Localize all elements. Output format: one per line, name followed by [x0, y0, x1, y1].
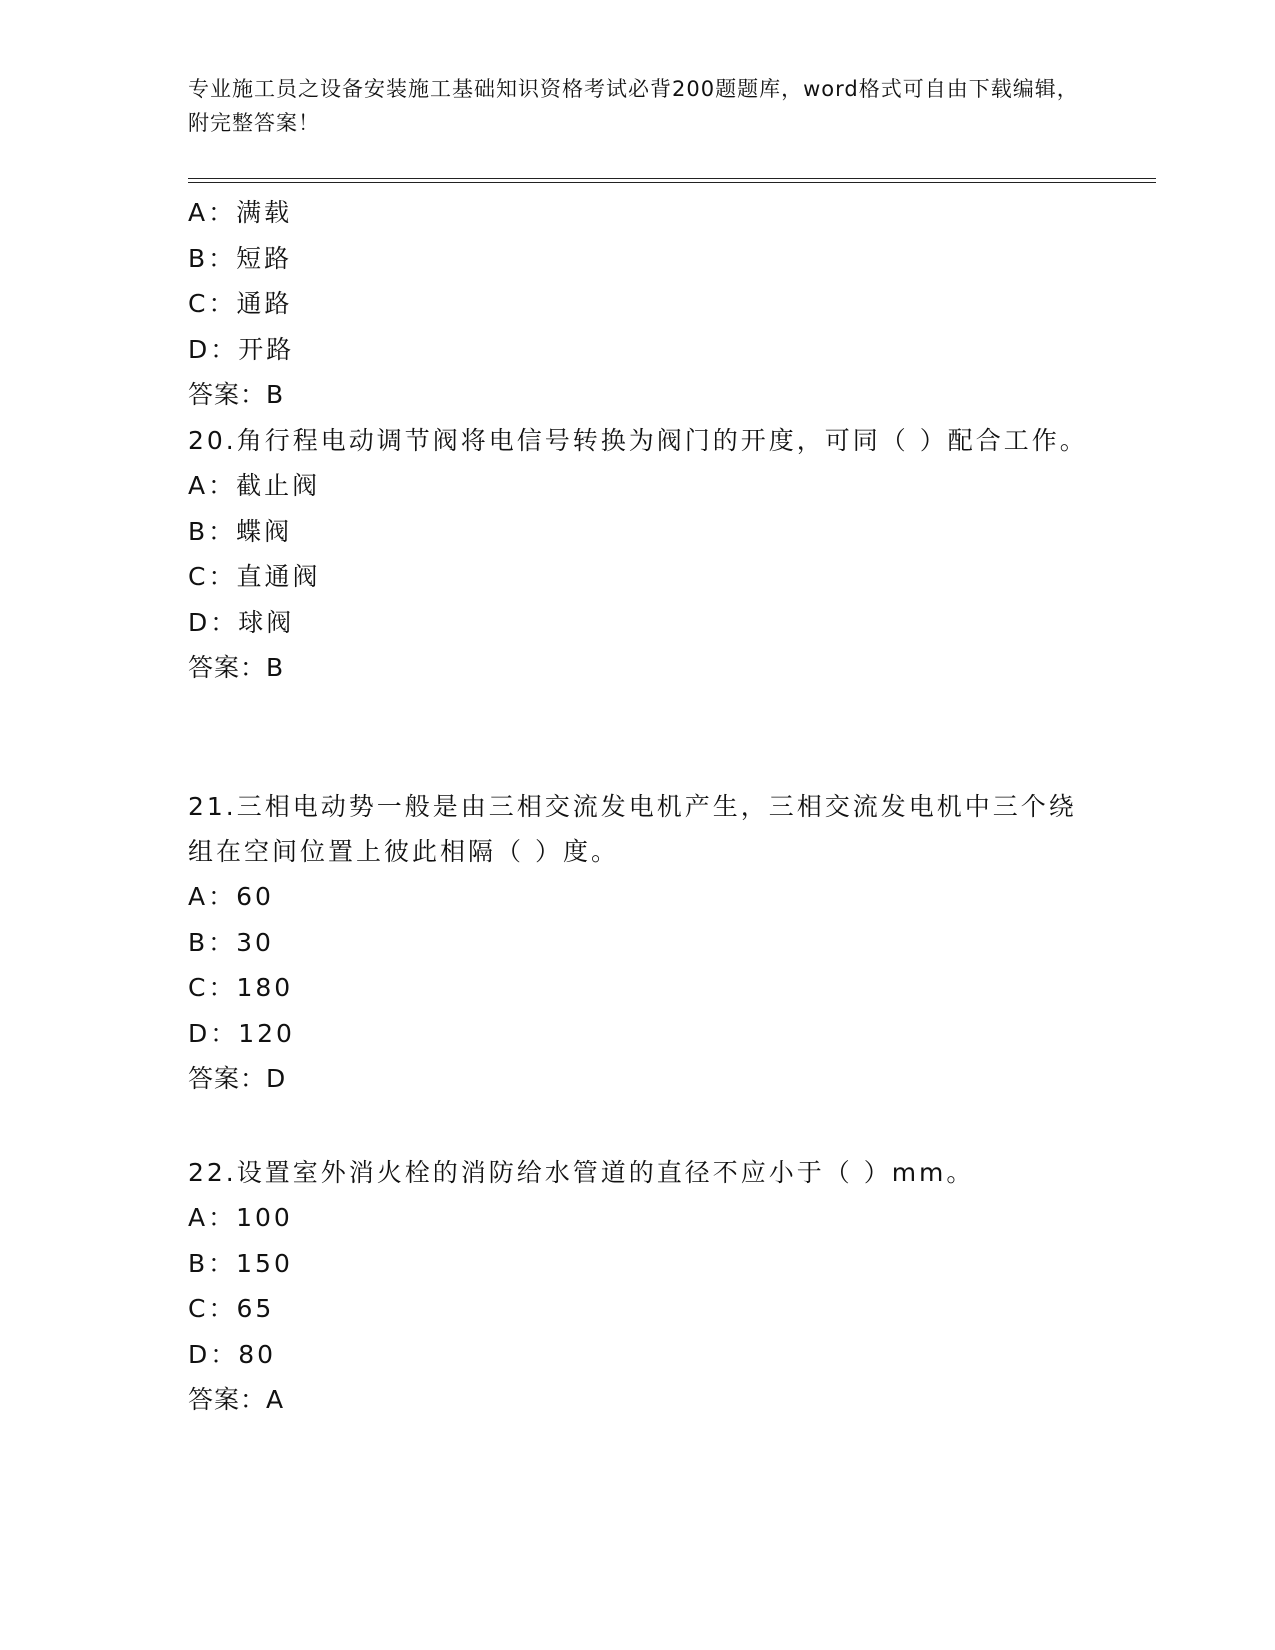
option-b: B：150 [188, 1248, 293, 1278]
option-a: A：60 [188, 882, 274, 911]
question-stem: 20.角行程电动调节阀将电信号转换为阀门的开度，可同（ ）配合工作。 [188, 426, 1088, 455]
option-c: C：65 [188, 1294, 275, 1323]
option-c: C：直通阀 [188, 562, 321, 591]
answer-line: 答案：D [188, 1064, 287, 1093]
option-b: B：蝶阀 [188, 516, 293, 546]
option-c: C：通路 [188, 289, 293, 318]
header-divider-bottom [188, 182, 1156, 183]
option-b: B：短路 [188, 243, 293, 273]
option-d: D：80 [188, 1339, 277, 1369]
answer-line: 答案：B [188, 653, 285, 682]
option-a: A：满载 [188, 198, 293, 227]
option-a: A：截止阀 [188, 471, 321, 500]
document-header: 专业施工员之设备安装施工基础知识资格考试必背200题题库，word格式可自由下载编辑，附完整答案！ [188, 77, 1079, 135]
question-21-block [188, 784, 1088, 1102]
header-divider-top [188, 178, 1156, 179]
option-c: C：180 [188, 973, 294, 1002]
question-22-block [188, 1150, 1088, 1423]
option-d: D：120 [188, 1018, 295, 1048]
option-a: A：100 [188, 1203, 293, 1232]
question-19-block [188, 190, 1088, 418]
question-stem: 21.三相电动势一般是由三相交流发电机产生，三相交流发电机中三个绕组在空间位置上彼此相隔（ ）度。 [188, 792, 1077, 866]
answer-line: 答案：A [188, 1385, 285, 1414]
option-b: B：30 [188, 927, 274, 957]
option-d: D：开路 [188, 334, 295, 364]
question-20-block [188, 418, 1088, 691]
question-stem: 22.设置室外消火栓的消防给水管道的直径不应小于（ ）mm。 [188, 1158, 975, 1187]
option-d: D：球阀 [188, 607, 295, 637]
answer-line: 答案：B [188, 380, 285, 409]
